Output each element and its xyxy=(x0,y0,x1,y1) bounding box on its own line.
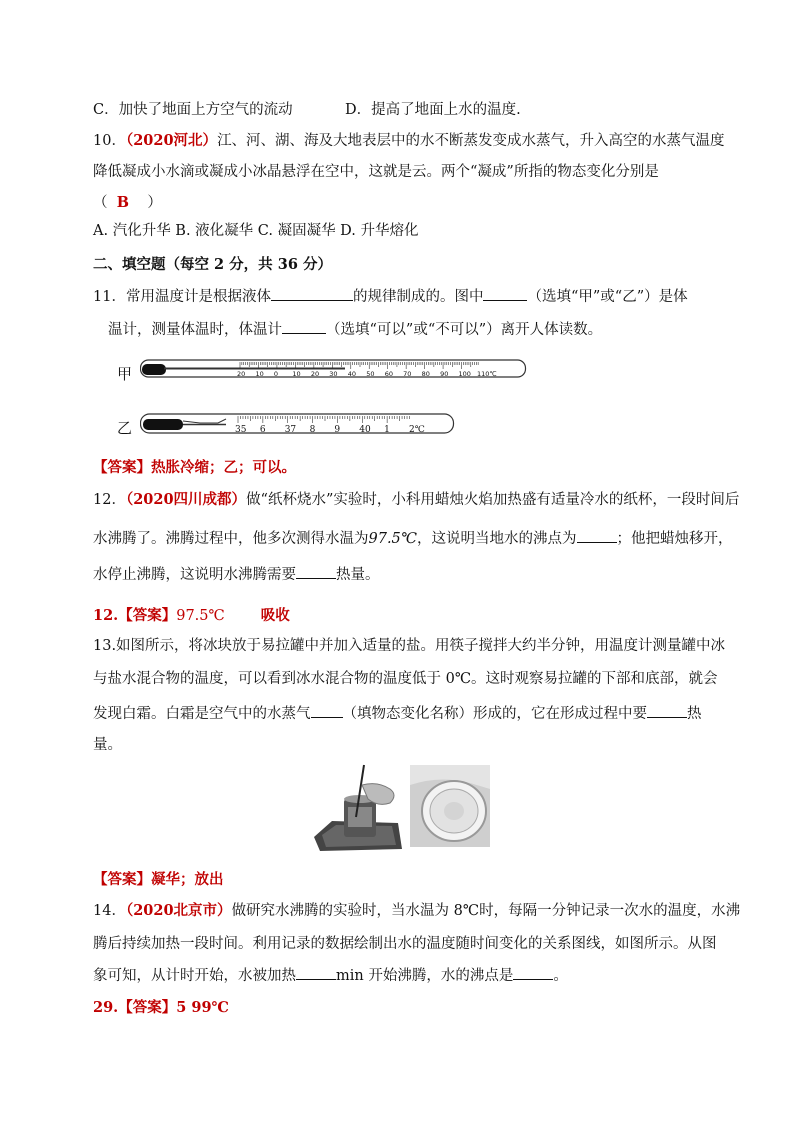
q9-option-d: D．提高了地面上水的温度. xyxy=(345,102,521,118)
q12-number: 12． xyxy=(93,492,126,508)
q9-option-c: C．加快了地面上方空气的流动 xyxy=(93,102,293,118)
q12-temp: 97.5℃ xyxy=(368,531,418,547)
blank xyxy=(513,965,553,980)
scale-label: 35 xyxy=(235,425,247,435)
scale-label: 70 xyxy=(403,370,412,378)
scale-label: 10 xyxy=(292,370,301,378)
q12-line1 xyxy=(93,490,739,510)
answer-value2: 吸收 xyxy=(260,607,290,624)
q12-line2 xyxy=(93,528,733,549)
scale-label: 0 xyxy=(273,370,279,378)
scale-label: 80 xyxy=(421,370,430,378)
scale-label: 10 xyxy=(255,370,264,378)
ice-can-photo xyxy=(312,763,404,853)
q10-number: 10． xyxy=(93,133,126,149)
q14-text-a: 象可知，从计时开始，水被加热 xyxy=(93,968,296,984)
frost-can-photo xyxy=(410,765,490,847)
q10-source: （2020河北） xyxy=(125,132,218,149)
answer-value: 97.5℃ xyxy=(176,608,225,624)
scale-label: 100 xyxy=(458,370,471,378)
thermometer-b-label: 乙 xyxy=(117,419,133,437)
q10-answer: B xyxy=(116,194,129,211)
paren-close: ） xyxy=(147,195,162,211)
thermometer-a-label: 甲 xyxy=(117,365,133,383)
q14-source: （2020北京市） xyxy=(125,902,232,919)
scale-label: 40 xyxy=(359,425,371,435)
q13-text-b: （填物态变化名称）形成的，它在形成过程中要 xyxy=(342,706,647,722)
blank xyxy=(296,965,336,980)
scale-label: 60 xyxy=(384,370,393,378)
scale-label: 37 xyxy=(284,425,297,435)
thermometer-a xyxy=(140,357,530,383)
blank xyxy=(483,286,527,301)
blank xyxy=(647,703,687,718)
blank xyxy=(282,319,326,334)
q11-text-c: （选填“甲”或“乙”）是体 xyxy=(527,289,688,305)
q13-text-a: 发现白霜。白霜是空气中的水蒸气 xyxy=(93,706,311,722)
scale-label: 20 xyxy=(310,370,320,378)
scale-label: 30 xyxy=(329,370,338,378)
q11-line2 xyxy=(108,319,602,340)
scale-label: 110℃ xyxy=(477,370,497,378)
q11-text-b: 的规律制成的。图中 xyxy=(352,289,484,305)
q11-text-d: 温计，测量体温时，体温计 xyxy=(108,322,282,338)
section-title: 二、填空题（每空 2 分，共 36 分） xyxy=(93,256,332,273)
q12-line3 xyxy=(93,564,380,585)
scale-label: 8 xyxy=(309,425,316,435)
q10-options: A. 汽化升华 B. 液化凝华 C. 凝固凝华 D. 升华熔化 xyxy=(93,223,419,239)
blank xyxy=(271,286,353,301)
q12-text-c: ；他把蜡烛移开， xyxy=(616,531,733,547)
q11-answer: 【答案】热胀冷缩；乙；可以。 xyxy=(93,459,296,476)
q13-line2: 与盐水混合物的温度，可以看到冰水混合物的温度低于 0℃。这时观察易拉罐的下部和底部，就会 xyxy=(93,671,718,687)
scale-label: 40 xyxy=(347,370,357,378)
q12-text-b: ，这说明当地水的沸点为 xyxy=(417,531,577,547)
q13-text-c: 热 xyxy=(687,706,702,722)
q12-source: （2020四川成都） xyxy=(125,491,247,508)
q14-number: 14． xyxy=(93,903,126,919)
scale-label: 20 xyxy=(237,370,246,378)
q10-line2: 降低凝成小水滴或凝成小冰晶悬浮在空中，这就是云。两个“凝成”所指的物态变化分别是 xyxy=(93,164,659,180)
q14-text-c: 。 xyxy=(553,968,568,984)
q11-text-a: 11．常用温度计是根据液体 xyxy=(93,289,271,305)
paren-open: （ xyxy=(93,195,108,211)
q10-answer-paren xyxy=(93,193,162,213)
q11-line1 xyxy=(93,286,688,307)
q12-text-e: 热量。 xyxy=(336,567,380,583)
scale-label: 90 xyxy=(440,370,449,378)
q12-text: 做“纸杯烧水”实验时，小科用蜡烛火焰加热盛有适量冷水的纸杯，一段时间后 xyxy=(246,492,740,508)
answer-prefix: 12.【答案】 xyxy=(93,607,177,624)
q14-line2: 腾后持续加热一段时间。利用记录的数据绘制出水的温度随时间变化的关系图线，如图所示。从图 xyxy=(93,936,717,952)
scale-label: 1 xyxy=(384,425,390,435)
q12-answer xyxy=(93,606,290,626)
scale-label: 6 xyxy=(259,425,266,435)
q10-text: 江、河、湖、海及大地表层中的水不断蒸发变成水蒸气，升入高空的水蒸气温度 xyxy=(217,133,725,149)
q12-text-a: 水沸腾了。沸腾过程中，他多次测得水温为 xyxy=(93,531,369,547)
q12-text-d: 水停止沸腾，这说明水沸腾需要 xyxy=(93,567,296,583)
q13-line3 xyxy=(93,703,702,724)
q14-text-b: min 开始沸腾，水的沸点是 xyxy=(336,968,514,984)
q13-line1: 13.如图所示，将冰块放于易拉罐中并加入适量的盐。用筷子搅拌大约半分钟，用温度计测量罐中冰 xyxy=(93,638,726,654)
scale-label: 9 xyxy=(334,425,341,435)
q14-answer: 29.【答案】5 99℃ xyxy=(93,999,229,1016)
scale-label: 2℃ xyxy=(409,425,425,435)
q14-line3 xyxy=(93,965,568,986)
blank xyxy=(311,703,343,718)
q13-line4: 量。 xyxy=(93,737,122,753)
q14-line1 xyxy=(93,901,740,921)
scale-label: 50 xyxy=(366,370,375,378)
q10-line1 xyxy=(93,131,725,151)
q11-text-e: （选填“可以”或“不可以”）离开人体读数。 xyxy=(326,322,603,338)
q14-text: 做研究水沸腾的实验时，当水温为 8℃时，每隔一分钟记录一次水的温度，水沸 xyxy=(231,903,741,919)
blank xyxy=(577,528,617,543)
blank xyxy=(296,564,336,579)
q13-answer: 【答案】凝华；放出 xyxy=(93,871,224,888)
thermometer-b xyxy=(140,410,460,440)
